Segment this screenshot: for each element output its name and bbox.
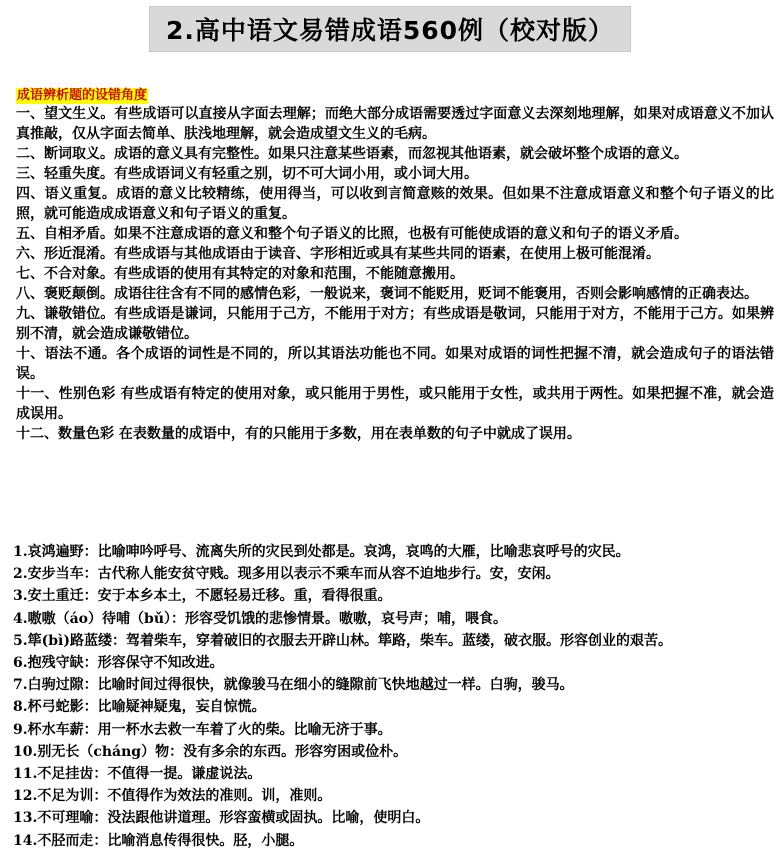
- list-item: 3.安土重迁：安于本乡本土，不愿轻易迁移。重，看得很重。: [13, 588, 392, 605]
- idiom-list: [13, 541, 775, 852]
- intro-paragraph-8: 八、褒贬颠倒。成语往往含有不同的感情色彩，一般说来，褒词不能贬用，贬词不能褒用，否则会影响感情的正确表达。: [16, 286, 758, 302]
- intro-paragraph-10: 十、语法不通。各个成语的词性是不同的，所以其语法功能也不同。如果对成语的词性把握不清，就会造成句子的语法错误。: [16, 346, 774, 382]
- list-item: 12.不足为训：不值得作为效法的准则。训，准则。: [13, 788, 332, 805]
- intro-paragraph-7: 七、不合对象。有些成语的使用有其特定的对象和范围，不能随意搬用。: [16, 266, 464, 282]
- intro-paragraph-3: 三、轻重失度。有些成语词义有轻重之别，切不可大词小用，或小词大用。: [16, 166, 478, 182]
- section-tag: 成语辨析题的设错角度: [17, 88, 148, 103]
- list-item: 7.白驹过隙：比喻时间过得很快，就像骏马在细小的缝隙前飞快地越过一样。白驹，骏马。: [13, 677, 574, 694]
- list-item: 2.安步当车：古代称人能安贫守贱。现多用以表示不乘车而从容不迫地步行。安，安闲。: [13, 566, 560, 583]
- document-title: 2.高中语文易错成语560例（校对版）: [149, 6, 631, 52]
- intro-paragraph-4: 四、语义重复。成语的意义比较精练，使用得当，可以收到言简意赅的效果。但如果不注意成语意义和整个句子语义的比照，就可能造成成语意义和句子语义的重复。: [16, 186, 774, 222]
- list-item: 1.哀鸿遍野：比喻呻吟呼号、流离失所的灾民到处都是。哀鸿，哀鸣的大雁，比喻悲哀呼号的灾民。: [13, 544, 630, 560]
- intro-paragraph-2: 二、断词取义。成语的意义具有完整性。如果只注意某些语素，而忽视其他语素，就会破坏整个成语的意义。: [16, 146, 688, 162]
- list-item: 10.别无长（cháng）物：没有多余的东西。形容穷困或俭朴。: [13, 743, 408, 760]
- list-item: 5.筚(bì)路蓝缕：驾着柴车，穿着破旧的衣服去开辟山林。筚路，柴车。蓝缕，破衣服。形容创业的艰苦。: [13, 632, 672, 649]
- list-item: 6.抱残守缺：形容保守不知改进。: [13, 655, 224, 672]
- intro-paragraph-12: 十二、数量色彩 在表数量的成语中，有的只能用于多数，用在表单数的句子中就成了误用。: [16, 426, 581, 442]
- list-item: 9.杯水车薪：用一杯水去救一车着了火的柴。比喻无济于事。: [13, 721, 392, 738]
- intro-paragraph-6: 六、形近混淆。有些成语与其他成语由于读音、字形相近或具有某些共同的语素，在使用上极可能混淆。: [16, 246, 660, 262]
- list-item: 11.不足挂齿：不值得一提。谦虚说法。: [13, 766, 262, 783]
- list-item: 14.不胫而走：比喻消息传得很快。胫，小腿。: [13, 832, 304, 849]
- list-item: 4.嗷嗷（áo）待哺（bǔ）：形容受饥饿的悲惨情景。嗷嗷，哀号声；哺，喂食。: [13, 610, 507, 627]
- intro-paragraph-11: 十一、性别色彩 有些成语有特定的使用对象，或只能用于男性，或只能用于女性，或共用于两性。如果把握不准，就会造成误用。: [16, 386, 774, 422]
- intro-paragraph-1: 一、望文生义。有些成语可以直接从字面去理解；而绝大部分成语需要透过字面意义去深刻地理解，如果对成语意义不加认真推敲，仅从字面去简单、肤浅地理解，就会造成望文生义的毛病。: [16, 106, 774, 142]
- intro-paragraph-5: 五、自相矛盾。如果不注意成语的意义和整个句子语义的比照，也极有可能使成语的意义和句子的语义矛盾。: [16, 226, 688, 242]
- list-item: 8.杯弓蛇影：比喻疑神疑鬼，妄自惊慌。: [13, 699, 266, 716]
- list-item: 13.不可理喻：没法跟他讲道理。形容蛮横或固执。比喻，使明白。: [13, 810, 430, 827]
- intro-section: [16, 84, 774, 444]
- intro-paragraph-9: 九、谦敬错位。有些成语是谦词，只能用于己方，不能用于对方；有些成语是敬词，只能用于对方，不能用于己方。如果辨别不清，就会造成谦敬错位。: [16, 306, 774, 342]
